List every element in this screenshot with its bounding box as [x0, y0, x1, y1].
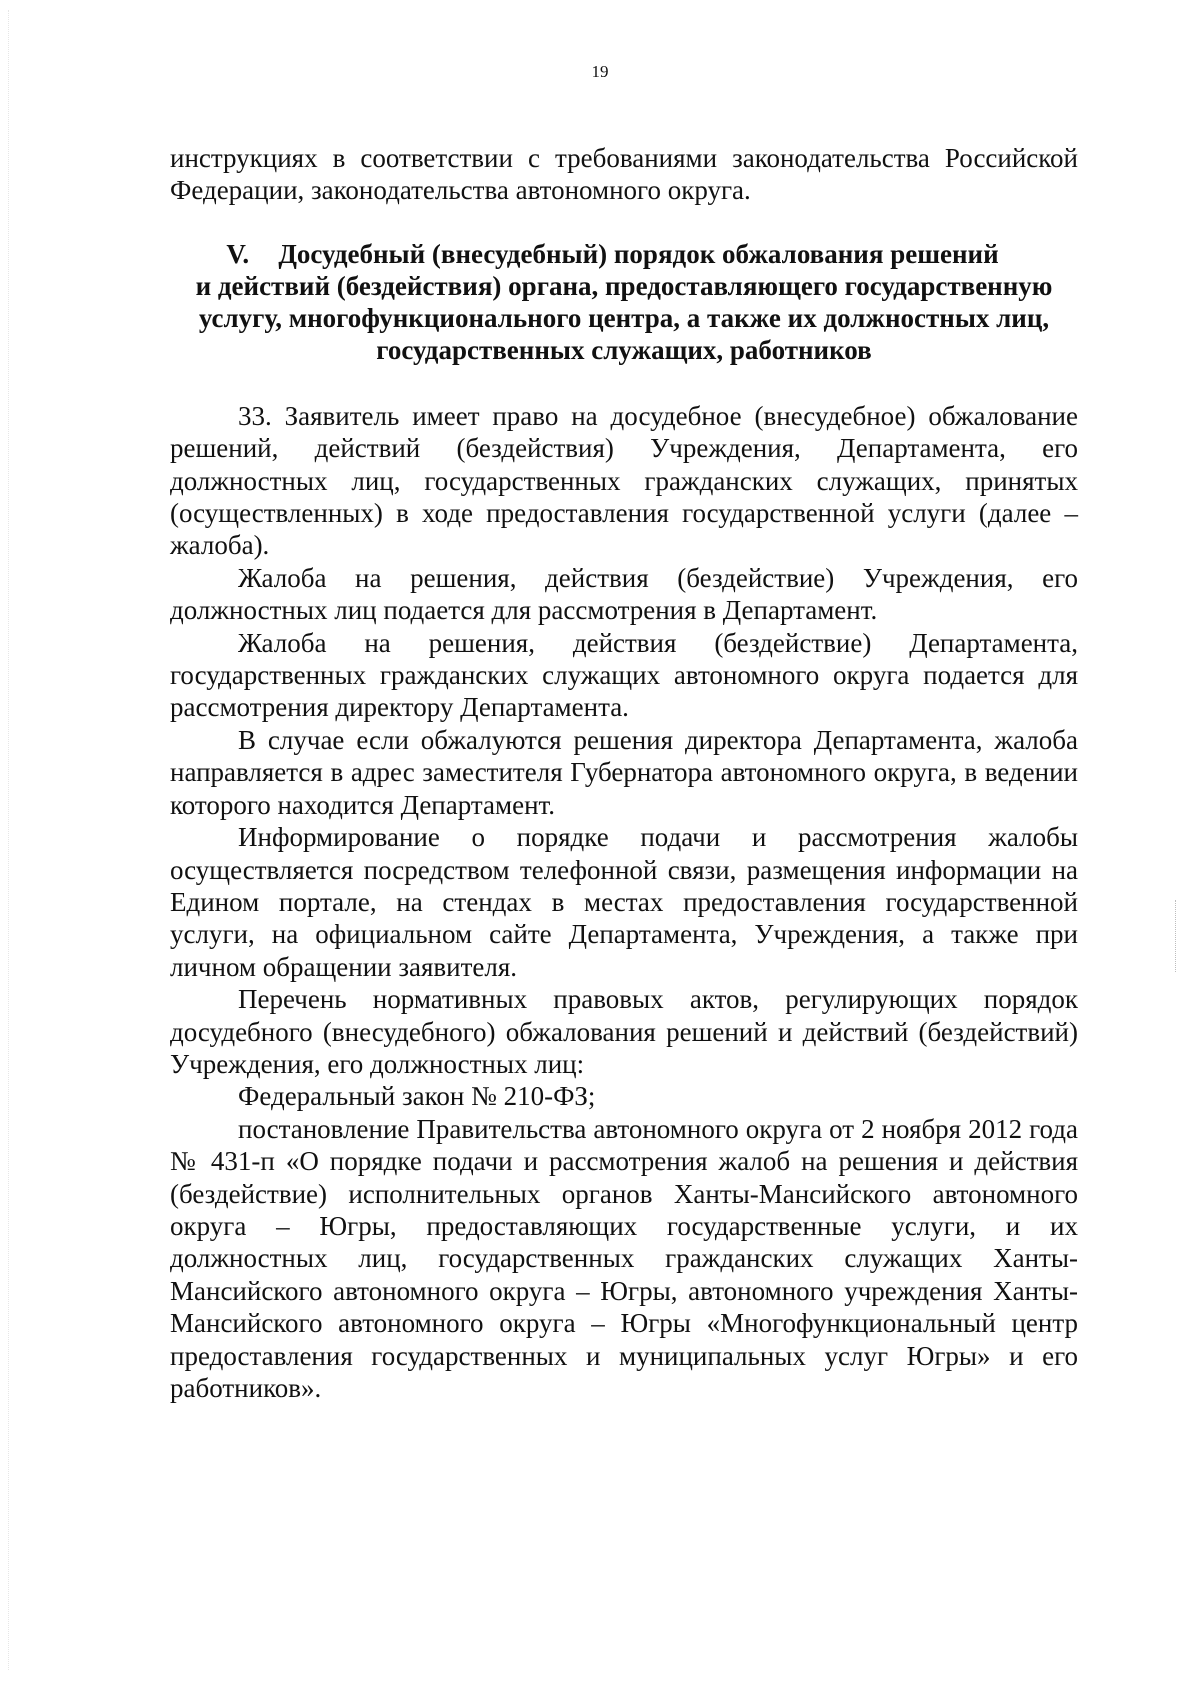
- scan-margin-marks: [1174, 900, 1176, 972]
- document-body: [170, 142, 1078, 1404]
- paragraph-legal-acts: Перечень нормативных правовых актов, регулирующих порядок досудебного (внесудебного) обжалования решений и действий (бездействий) Учреждения, его должностных лиц:: [170, 984, 1078, 1079]
- paragraph-complaint-department: Жалоба на решения, действия (бездействие) Департамента, государственных гражданских служащих автономного округа подается для рассмотрения директору Департамента.: [170, 627, 1078, 723]
- section-title-line-1: Досудебный (внесудебный) порядок обжалования решений: [278, 238, 999, 269]
- paragraph-33: 33. Заявитель имеет право на досудебное (внесудебное) обжалование решений, действий (бездействия) Учреждения, Департамента, его должностных лиц, государственных гражданских служащих, принятых (осуществленных) в ходе предоставления государственной услуги (далее – жалоба).: [170, 400, 1078, 561]
- section-number: V.: [226, 238, 250, 269]
- paragraph-government-resolution: постановление Правительства автономного округа от 2 ноября 2012 года № 431-п «О порядке подачи и рассмотрения жалоб на решения и действия (бездействие) исполнительных органов Ханты-Мансийского автономного округа – Югры, предоставляющих государственные услуги, и их должностных лиц, государственных гражданских служащих Ханты-Мансийского автономного округа – Югры, автономного учреждения Ханты-Мансийского автономного округа – Югры «Многофункциональный центр предоставления государственных и муниципальных услуг Югры» и его работников».: [170, 1113, 1078, 1403]
- paragraph-information: Информирование о порядке подачи и рассмотрения жалобы осуществляется посредством телефонной связи, размещения информации на Едином портале, на стендах в местах предоставления государственной услуги, на официальном сайте Департамента, Учреждения, а также при личном обращении заявителя.: [170, 822, 1078, 982]
- paragraph-complaint-institution: Жалоба на решения, действия (бездействие) Учреждения, его должностных лиц подается для рассмотрения в Департамент.: [170, 562, 1078, 626]
- scan-edge-marks: [8, 10, 10, 1670]
- paragraph-federal-law: Федеральный закон № 210-ФЗ;: [238, 1081, 596, 1112]
- section-heading: [170, 238, 1078, 366]
- page-number: 19: [591, 62, 609, 81]
- section-title-line-4: государственных служащих, работников: [376, 334, 872, 365]
- paragraph-director-decisions: В случае если обжалуются решения директора Департамента, жалоба направляется в адрес заместителя Губернатора автономного округа, в ведении которого находится Департамент.: [170, 724, 1078, 820]
- section-title-line-2: и действий (бездействия) органа, предоставляющего государственную: [195, 270, 1053, 301]
- section-title-line-3: услугу, многофункционального центра, а также их должностных лиц,: [198, 302, 1050, 333]
- section-heading-line-1: [170, 238, 1078, 270]
- opening-paragraph: инструкциях в соответствии с требованиями законодательства Российской Федерации, законодательства автономного округа.: [170, 143, 1078, 206]
